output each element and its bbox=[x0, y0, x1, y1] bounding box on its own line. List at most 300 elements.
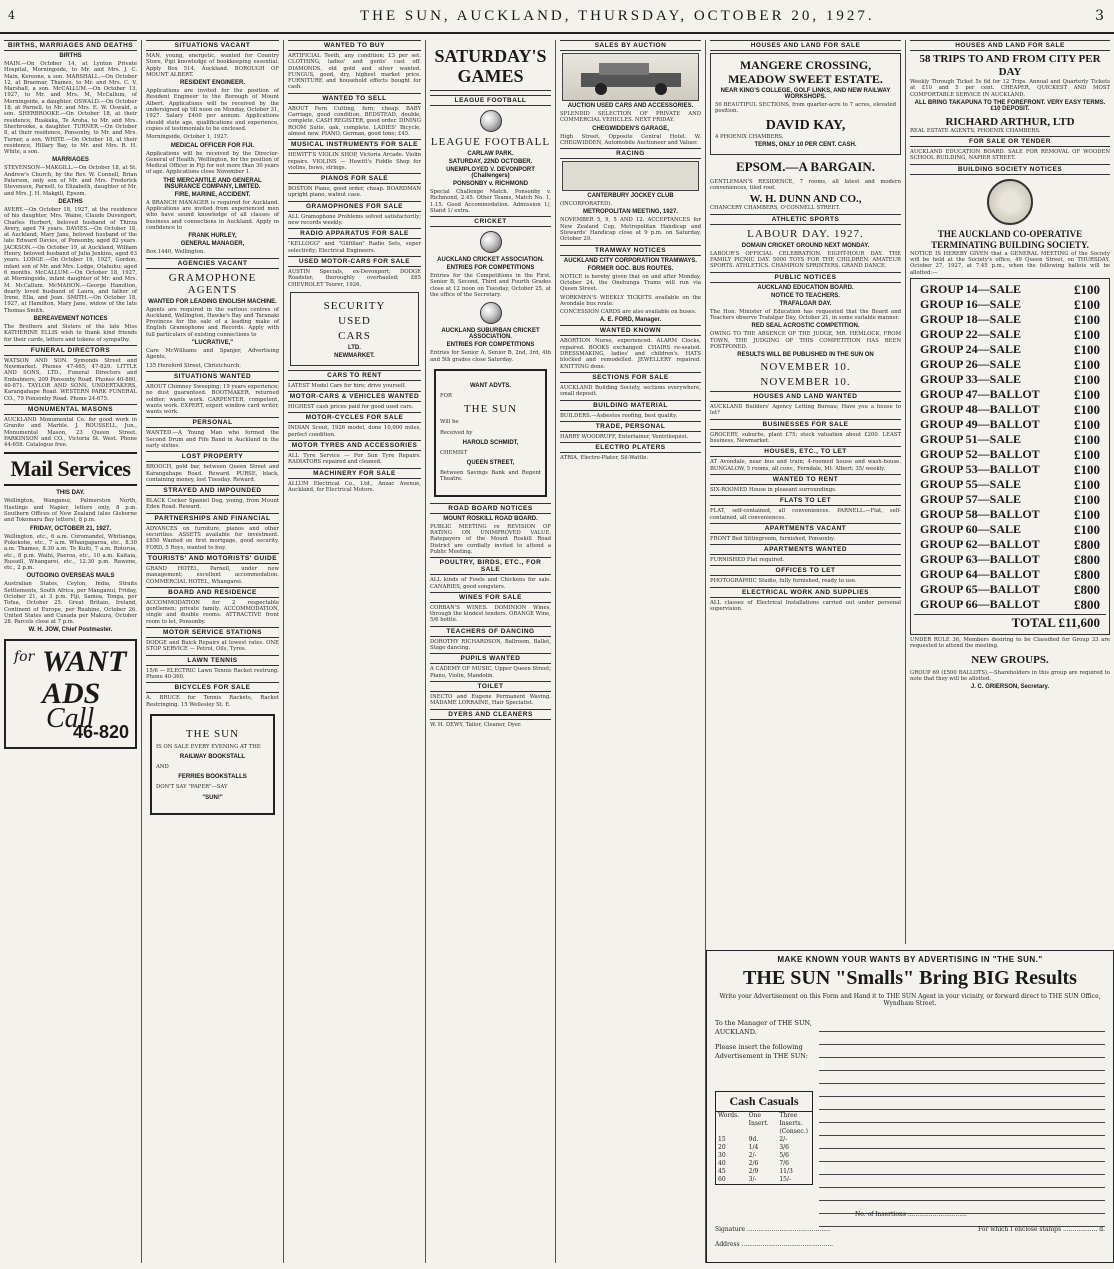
ballot-group: GROUP 64—BALLOT bbox=[920, 566, 1040, 581]
strayed-heading: STRAYED AND IMPOUNDED bbox=[146, 485, 279, 496]
mercantile-heading: THE MERCANTILE AND GENERAL INSURANCE COMPANY, LIMITED. bbox=[163, 177, 262, 190]
ballot-amount: £800 bbox=[1074, 536, 1100, 552]
building-heading: BUILDING MATERIAL bbox=[560, 400, 701, 411]
tourists-text: GRAND HOTEL, Parnell, under new management; excellent accommodation. COMMERCIAL HOTEL, Whangarei. bbox=[146, 565, 279, 585]
form-line[interactable] bbox=[819, 1032, 1105, 1045]
situations-wanted-heading: SITUATIONS WANTED bbox=[146, 371, 279, 382]
ballot-row bbox=[914, 297, 1106, 312]
ballot-row bbox=[914, 567, 1106, 582]
security-used-cars-ad bbox=[290, 292, 419, 366]
sections-text: AUCKLAND Building Society, sections everywhere, small deposit. bbox=[560, 384, 701, 398]
secretary-name: J. C. GRIERSON, Secretary. bbox=[970, 684, 1050, 691]
personal-heading: PERSONAL bbox=[146, 417, 279, 428]
ballot-row bbox=[914, 492, 1106, 507]
outgoing-text: Australian States, Ceylon, India, Straits Settlements, South Africa, per Manganui, Friday, October 21, at 3 p.m. Fiji, Samoa, Tonga, per Tofua, October 25. Great Britain, Ireland, Continent of Europe, per Ruahine, October 26. United States and Canada per Makura, October 28. Parcels close at 7 p.m. bbox=[4, 581, 137, 626]
sun-box-line2: IS ON SALE EVERY EVENING AT THE bbox=[156, 743, 261, 750]
medical-officer-heading: MEDICAL OFFICER FOR FIJI. bbox=[170, 142, 255, 149]
cash-casuals-title: Cash Casuals bbox=[716, 1092, 812, 1112]
cash-head-one: One Insert. bbox=[748, 1112, 769, 1127]
society-seal-icon bbox=[987, 179, 1033, 225]
ballot-amount: £100 bbox=[1074, 311, 1100, 327]
form-subtitle: Write your Advertisement on this Form and Hand it to THE SUN Agent in your vicinity, or forward direct to THE SUN Office, Wyndham Street. bbox=[719, 993, 1101, 1007]
form-line[interactable] bbox=[819, 1058, 1105, 1071]
form-line[interactable] bbox=[819, 1084, 1105, 1097]
cash-cell: 60 bbox=[718, 1176, 726, 1183]
cars-rent-text: LATEST Model Cars for hire; drive yourself. bbox=[288, 382, 407, 389]
personal-text: WANTED.—A Young Man who formed the Second Drum and Fife Band in Auckland in the early sixties. bbox=[146, 430, 279, 449]
houses-wanted-text: AUCKLAND Builders' Agency Letting Bureau; Have you a house to let? bbox=[710, 404, 901, 417]
ballot-amount: £100 bbox=[1074, 461, 1100, 477]
newmarket-word: NEWMARKET. bbox=[334, 352, 375, 359]
kay-address: 4 PHOENIX CHAMBERS. bbox=[715, 133, 784, 140]
wanted-to-sell-heading: WANTED TO SELL bbox=[288, 93, 421, 104]
notice-teachers: NOTICE TO TEACHERS. bbox=[771, 292, 840, 299]
form-enclose[interactable]: For which I enclose stamps .................. d. bbox=[978, 1226, 1105, 1233]
november-10-b: NOVEMBER 10. bbox=[760, 376, 851, 389]
ballot-row bbox=[914, 402, 1106, 417]
ballot-list bbox=[910, 278, 1110, 635]
situations-wanted-text: ABOUT Chimney Sweeping; 19 years experience; no dust guaranteed. BOOTMAKER, returned soldier, wants work. CARPENTER, competent, wants work. EXPERT, expert window card writer, wants work. bbox=[146, 383, 279, 416]
used-cars-text: AUSTIN Specials, ex-Devonport; DODGE Roadster, thoroughly overhauled; £65 CHEVROLET Tourer, 1926. bbox=[288, 268, 421, 288]
cash-cell: 3/- bbox=[748, 1176, 757, 1183]
wanted-known-text: ABORTION Nurse, experienced. ALARM Clocks, repaired. BOOKS exchanged. CHAIRS re-seated. DRESSMAKING, ladies' and children's. HATS blocked and remodelled. JEWELLERY repaired. KNITTING done. bbox=[560, 338, 701, 370]
tyres-text: ALL Tyre Service — For Sun Tyre Repairs. RADIATORS repaired and cleaned. bbox=[288, 453, 421, 466]
ballot-group: GROUP 26—SALE bbox=[920, 356, 1022, 371]
lucrative: "LUCRATIVE," bbox=[191, 340, 234, 347]
cash-cell: 2/- bbox=[779, 1136, 788, 1143]
want-advts-for: FOR bbox=[440, 392, 453, 399]
ballot-group: GROUP 58—BALLOT bbox=[920, 506, 1040, 521]
pianos-text: BOSTON Piano, good order, cheap. BOARDMAN upright piano, walnut case. bbox=[288, 186, 421, 199]
red-seal: RED SEAL ACROSTIC COMPETITION. bbox=[751, 323, 860, 330]
lost-property-text: BROOCH, gold bar, between Queen Street and Karangahape Road. Reward. PURSE, black, containing money, lost Tuesday. Reward. bbox=[146, 464, 279, 483]
form-line[interactable] bbox=[819, 1188, 1105, 1201]
mail-text: Wellington, Wanganui, Palmerston North, Hastings and Napier, letters only, 8 p.m. Southern Offices of New Zealand (also Gisborne and Tokomaru Bay letters), 8 p.m. bbox=[4, 498, 137, 524]
form-address[interactable]: Address ................................................ bbox=[715, 1241, 834, 1248]
domain-ground: DOMAIN CRICKET GROUND NEXT MONDAY. bbox=[741, 242, 870, 249]
sales-auction-heading: SALES BY AUCTION bbox=[560, 40, 701, 51]
workmen-tickets: WORKMEN'S WEEKLY TICKETS available on the Avondale bus route. bbox=[560, 294, 701, 307]
dunn-address: CHANCERY CHAMBERS, O'CONNELL STREET. bbox=[710, 205, 840, 212]
ballot-total: TOTAL £11,600 bbox=[914, 614, 1106, 631]
apartments-wanted-text: FURNISHED Flat required. bbox=[710, 557, 785, 564]
deaths-heading: DEATHS bbox=[58, 198, 83, 205]
electrical-text: ALL classes of Electrical Installations carried out under personal supervision. bbox=[710, 599, 901, 613]
form-signature-block bbox=[715, 1211, 1105, 1248]
offices-text: PHOTOGRAPHIC Studio, fully furnished, ready to use. bbox=[710, 578, 857, 585]
ballot-amount: £800 bbox=[1074, 596, 1100, 612]
cash-cell: 2/9 bbox=[748, 1168, 759, 1175]
monumental-text: AUCKLAND Monumental Co. for good work in Granite and Marble. J. ROUSSELL, Jun., Monumental Mason, 23 Queen Street. PARKINSON and CO., Victoria St. West. Phone 44-658. Catalogue free. bbox=[4, 416, 137, 449]
trade-text: HARRY WOODRUFF, Entertainer, Ventriloquist. bbox=[560, 433, 689, 440]
cars-rent-heading: CARS TO RENT bbox=[288, 370, 421, 381]
ballot-group: GROUP 52—BALLOT bbox=[920, 446, 1040, 461]
section-heading: BIRTHS, MARRIAGES AND DEATHS bbox=[4, 40, 137, 51]
ballot-amount: £100 bbox=[1074, 371, 1100, 387]
motor-service-text: DODGE and Buick Repairs at lowest rates. ONE STOP SERVICE — Petrol, Oils, Tyres. bbox=[146, 640, 279, 653]
want-ads-ads: ADS bbox=[42, 677, 101, 711]
tramway-text: NOTICE is hereby given that on and after Monday, October 24, the Onehunga Trams will run via Queen Street. bbox=[560, 273, 701, 293]
births-text: MAIN.—On October 14, at Lynton Private Hospital, Morningside, to Mr. and Mrs. J. C. Main, Kereone, a son. MARSHALL.—On October 12, at Braemar, Thames, to Mr. and Mrs. C. V. Marshall, a son. McCALLUM.—On October 13, 1927, to Mr. and Mrs. M. McCallum, of Morningside, a daughter. OSWALD.—On October 18, at Parnell, to Mr. and Mrs. E. W. Oswald, a son. SHERBROOKE.—On October 18, at their residence, Ruakaka, Te Aroha, to Mr. and Mrs. Sherbrooke, a daughter. TURNER.—On October 8, at their residence, Ponsonby, to Mr. and Mrs. Turner, a son. WHITE.—On October 18, at their residence, Hillary Bay, to Mr. and Mrs. R. H. White, a son. bbox=[4, 61, 137, 156]
november-10-a: NOVEMBER 10. bbox=[760, 361, 851, 374]
car-illustration bbox=[562, 53, 699, 101]
bereavement-text: The Brothers and Sisters of the late Miss KATHERINE ELLIS wish to thank kind friends for their cards, letters and tokens of sympathy. bbox=[4, 323, 137, 343]
postmaster-signature: W. H. JOW, Chief Postmaster. bbox=[28, 627, 113, 634]
ballot-row bbox=[914, 597, 1106, 612]
ballot-row bbox=[914, 327, 1106, 342]
tyres-heading: MOTOR TYRES AND ACCESSORIES bbox=[288, 440, 421, 451]
houses-land-heading: HOUSES AND LAND FOR SALE bbox=[710, 40, 901, 51]
richard-address: REAL ESTATE AGENTS, PHOENIX CHAMBERS. bbox=[910, 127, 1041, 134]
apartments-wanted-heading: APARTMENTS WANTED bbox=[710, 544, 901, 555]
harold-schmidt: HAROLD SCHMIDT, bbox=[462, 439, 519, 446]
dunn-and-co: W. H. DUNN AND CO., bbox=[749, 193, 862, 206]
houses-land-heading-2: HOUSES AND LAND FOR SALE bbox=[910, 40, 1110, 51]
column-2 bbox=[142, 40, 284, 1263]
mangere-title: MANGERE CROSSING, MEADOW SWEET ESTATE. bbox=[728, 58, 883, 86]
cooperative-heading: THE AUCKLAND CO-OPERATIVE TERMINATING BUILDING SOCIETY. bbox=[931, 228, 1089, 250]
column-4 bbox=[426, 40, 556, 1263]
pianos-heading: PIANOS FOR SALE bbox=[288, 173, 421, 184]
ballot-amount: £100 bbox=[1074, 296, 1100, 312]
ballot-amount: £100 bbox=[1074, 506, 1100, 522]
used-cars-heading: USED MOTOR-CARS FOR SALE bbox=[288, 256, 421, 267]
ponsonby-richmond: PONSONBY v. RICHMOND bbox=[452, 181, 529, 187]
building-society-heading: BUILDING SOCIETY NOTICES bbox=[910, 164, 1110, 175]
form-line[interactable] bbox=[819, 1162, 1105, 1175]
houses-wanted-heading: HOUSES AND LAND WANTED bbox=[710, 391, 901, 402]
new-groups-text: GROUP 69 (£500 BALLOTS).—Shareholders in this group are required to note that they will be allotted. bbox=[910, 669, 1110, 682]
ballot-group: GROUP 14—SALE bbox=[920, 281, 1022, 296]
dyers-text: W. H. DEWY, Tailor, Cleaner, Dyer. bbox=[430, 721, 522, 728]
gramophones-text: ALL Gramophone Problems solved satisfactorily; new records weekly. bbox=[288, 213, 421, 227]
want-advts-title: WANT ADVTS. bbox=[469, 382, 512, 389]
marriages-text: STEVENSON—MAKGILL.—On October 18, at St. Andrew's Church, by the Rev. W. Connell, Brian Paterson, only son of Mr. and Mrs. Frederick Stevenson, Parnell, to Elizabeth, daughter of Mr. and Mrs. J. H. Makgill, Epsom. bbox=[4, 165, 137, 197]
cricket-heading: CRICKET bbox=[430, 216, 551, 227]
form-line[interactable] bbox=[819, 1110, 1105, 1123]
wanted-rent-heading: WANTED TO RENT bbox=[710, 474, 901, 485]
ballot-amount: £100 bbox=[1074, 416, 1100, 432]
kay-terms: TERMS, ONLY 10 PER CENT. CASH. bbox=[754, 141, 857, 148]
ballot-amount: £100 bbox=[1074, 281, 1100, 297]
roskill-heading: MOUNT ROSKILL ROAD BOARD. bbox=[443, 515, 538, 522]
form-to-manager: To the Manager of THE SUN, bbox=[715, 1019, 812, 1027]
funeral-heading: FUNERAL DIRECTORS bbox=[4, 345, 137, 356]
chegwidden-text: High Street, Opposite Central Hotel. W. CHEGWIDDEN, Automobile Auctioneer and Valuer. bbox=[560, 133, 701, 146]
form-line[interactable] bbox=[819, 1136, 1105, 1149]
ballot-group: GROUP 22—SALE bbox=[920, 326, 1022, 341]
david-kay: DAVID KAY, bbox=[765, 117, 846, 133]
gramophones-heading: GRAMOPHONES FOR SALE bbox=[288, 201, 421, 212]
new-groups-heading: NEW GROUPS. bbox=[971, 653, 1049, 666]
cash-cell: 9d. bbox=[748, 1136, 759, 1143]
bereavement-heading: BEREAVEMENT NOTICES bbox=[33, 315, 108, 322]
want-advts-box bbox=[434, 369, 547, 497]
want-advts-will: Will be bbox=[440, 419, 459, 426]
board-heading: BOARD AND RESIDENCE bbox=[146, 587, 279, 598]
bring-takapuna: ALL BRING TAKAPUNA TO THE FOREFRONT. VERY EASY TERMS. £10 DEPOSIT. bbox=[914, 99, 1106, 112]
chegwidden-garage: CHEGWIDDEN'S GARAGE, bbox=[592, 125, 669, 132]
tramway-corp: AUCKLAND CITY CORPORATION TRAMWAYS. bbox=[563, 257, 698, 264]
cash-row bbox=[716, 1176, 812, 1184]
frank-hurley: FRANK HURLEY, bbox=[188, 233, 237, 240]
morningside-date: Morningside, October 1, 1927. bbox=[146, 134, 229, 141]
apartments-text: FRONT Bed Sittingroom, furnished, Ponsonby. bbox=[710, 535, 835, 542]
cash-cell: 30 bbox=[718, 1152, 726, 1159]
situations-vacant-heading: SITUATIONS VACANT bbox=[146, 40, 279, 51]
flats-text: FLAT, self-contained, all conveniences. PARNELL.—Flat, self-contained, all conveniences. bbox=[710, 508, 901, 521]
motorcycles-text: INDIAN Scout, 1926 model, done 10,000 miles, perfect condition. bbox=[288, 425, 421, 438]
want-ads-want: WANT bbox=[42, 645, 127, 679]
mercantile-box: Box 1440, Wellington. bbox=[146, 249, 206, 256]
dyers-heading: DYERS AND CLEANERS bbox=[430, 709, 551, 720]
ballot-group: GROUP 55—SALE bbox=[920, 476, 1022, 491]
ballot-amount: £100 bbox=[1074, 521, 1100, 537]
motor-service-heading: MOTOR SERVICE STATIONS bbox=[146, 627, 279, 638]
sections-heading: SECTIONS FOR SALE bbox=[560, 372, 701, 383]
auction-heading: AUCTION USED CARS AND ACCESSORIES. bbox=[567, 103, 694, 109]
ballot-row bbox=[914, 462, 1106, 477]
want-advts-chemist: CHEMIST bbox=[440, 449, 468, 456]
cash-head-words: Words. bbox=[718, 1112, 740, 1119]
machinery-heading: MACHINERY FOR SALE bbox=[288, 468, 421, 479]
ballot-amount: £800 bbox=[1074, 566, 1100, 582]
racing-heading: RACING bbox=[560, 148, 701, 159]
trips-heading: 58 TRIPS TO AND FROM CITY PER DAY bbox=[919, 53, 1101, 78]
concession-cards: CONCESSION CARDS are also available on buses. bbox=[560, 309, 697, 316]
cricket-ball-icon-2 bbox=[480, 302, 502, 324]
ballot-group: GROUP 62—BALLOT bbox=[920, 536, 1040, 551]
board-text: ACCOMMODATION for 2 respectable gentlemen; private family. ACCOMMODATION, single and double rooms. ATTRACTIVE front room to let, Ponsonby. bbox=[146, 599, 279, 625]
column-3 bbox=[284, 40, 426, 1263]
ltd-word: LTD. bbox=[348, 344, 361, 351]
athletic-heading: ATHLETIC SPORTS bbox=[710, 214, 901, 225]
league-football-heading: LEAGUE FOOTBALL bbox=[430, 95, 551, 106]
for-sale-tender-text: AUCKLAND EDUCATION BOARD. SALE FOR REMOVAL OF WOODEN SCHOOL BUILDING, NAPIER STREET. bbox=[910, 149, 1110, 162]
ballot-row bbox=[914, 537, 1106, 552]
ballot-group: GROUP 33—SALE bbox=[920, 371, 1022, 386]
want-advts-between: Between Savings Bank and Regent Theatre. bbox=[440, 470, 541, 483]
wanted-known-heading: WANTED KNOWN bbox=[560, 325, 701, 336]
sun-box-sun: "SUN!" bbox=[202, 794, 223, 801]
cash-header-row bbox=[716, 1112, 812, 1136]
ballot-group: GROUP 60—SALE bbox=[920, 521, 1022, 536]
ballot-row bbox=[914, 282, 1106, 297]
saturdays-games-title: SATURDAY'S GAMES bbox=[430, 46, 551, 91]
ballot-group: GROUP 24—SALE bbox=[920, 341, 1022, 356]
mangere-ad bbox=[710, 53, 901, 155]
mercantile-text: A BRANCH MANAGER is required for Auckland. Applications are invited from experienced men who have sound knowledge of all classes of business and connections in Auckland. Apply in confidence to bbox=[146, 199, 279, 231]
strayed-text: BLACK Cocker Spaniel Dog, young, from Mount Eden Road. Reward. bbox=[146, 498, 279, 511]
monumental-heading: MONUMENTAL MASONS bbox=[4, 404, 137, 415]
cash-cell: 11/3 bbox=[779, 1168, 793, 1175]
businesses-text: GROCERY, suburbs, plant £75; stock valuation about £200. LEAST business, Newmarket. bbox=[710, 431, 901, 445]
form-header: MAKE KNOWN YOUR WANTS BY ADVERTISING IN "THE SUN." bbox=[777, 955, 1043, 964]
ballot-row bbox=[914, 432, 1106, 447]
horse-racing-illustration bbox=[562, 161, 699, 191]
partnerships-text: ADVANCES on furniture, pianos and other securities. ASSETS available for investment. £850 Wanted on first mortgage, good security. FORD, 5 Roys, wanted to buy. bbox=[146, 525, 279, 551]
lost-property-heading: LOST PROPERTY bbox=[146, 451, 279, 462]
situations-vacant-text: MAN, young, energetic, wanted for Country Store, Pipi knowledge of bookkeeping essential. Apply Box 514, Auckland. BOROUGH OF MOUNT ALBERT. bbox=[146, 53, 279, 78]
sun-box-title: THE SUN bbox=[185, 727, 240, 740]
carlaw-park: CARLAW PARK. bbox=[467, 151, 514, 157]
houses-let-text: AT Avondale, near bus and train; 4-roomed house and wash-house. BUNGALOW, 5 rooms, all conv., Ferndale, Mt. Albert; 35/ weekly. bbox=[710, 459, 901, 472]
league-football-big: LEAGUE FOOTBALL bbox=[430, 136, 551, 148]
poultry-text: ALL kinds of Fowls and Chickens for sale. CANARIES, good songsters. bbox=[430, 577, 551, 590]
red-seal-text: OWING TO THE ABSENCE OF THE JUDGE, MR. HEMLOCK, FROM TOWN, THE JUDGING OF THIS COMPETITION HAS BEEN POSTPONED. bbox=[710, 331, 901, 350]
sun-box-ferries: FERRIES BOOKSTALLS bbox=[178, 774, 247, 781]
bicycles-heading: BICYCLES FOR SALE bbox=[146, 682, 279, 693]
newspaper-title: THE SUN, AUCKLAND, THURSDAY, OCTOBER 20, 1927. bbox=[360, 8, 875, 24]
resident-engineer-text: Applications are invited for the position of Resident Engineer to the Borough of Mount Albert. Applications will be received by the undersigned up till noon on Monday, October 31, 1927. Salary £400 per annum. Applications should state age, qualifications and experience, copies of testimonials to be enclosed. bbox=[146, 88, 279, 132]
ballot-row bbox=[914, 552, 1106, 567]
labour-text: LABOUR'S OFFICIAL CELEBRATION. EIGHT-HOUR DAY. THE FAMILY PICNIC DAY. 5000 TOYS FOR THE CHILDREN. AMATEUR SPORTS. ATHLETICS. CHAMPION SPRINTERS. GRAND DANCE. bbox=[710, 250, 901, 270]
auction-text: SPLENDID SELECTION OF PRIVATE AND COMMERCIAL VEHICLES. NEXT FRIDAY. bbox=[560, 111, 701, 124]
suburban-cricket: AUCKLAND SUBURBAN CRICKET ASSOCIATION. bbox=[441, 328, 540, 341]
form-line[interactable] bbox=[819, 1045, 1105, 1058]
league-text: Special Challenge Match. Ponsonby v. Richmond, 2.45. Other Teams, Match No. 1, 1.15. Good Accommodation. Admission 1/, Stand 1/ extra. bbox=[430, 189, 551, 214]
mangere-text: 50 BEAUTIFUL SECTIONS, from quarter-acre to 7 acres, elevated position. bbox=[715, 102, 896, 115]
tramway-signed: A. E. FORD, Manager. bbox=[599, 317, 662, 324]
ballot-row bbox=[914, 417, 1106, 432]
want-advts-received: Received by bbox=[440, 429, 473, 436]
cash-cell: 3/6 bbox=[779, 1144, 789, 1151]
ballot-row bbox=[914, 582, 1106, 597]
column-7 bbox=[906, 40, 1114, 944]
medical-officer-text: Applications will be received by the Director-General of Health, Wellington, for the position of Medical Officer in Fiji for not more than 30 years of age. Applications close November 1. bbox=[146, 150, 279, 176]
offices-heading: OFFICES TO LET bbox=[710, 565, 901, 576]
form-line[interactable] bbox=[819, 1175, 1105, 1188]
pupils-text: A CADEMY OF MUSIC, Upper Queen Street; Piano, Violin, Mandolin. bbox=[430, 666, 551, 679]
wines-heading: WINES FOR SALE bbox=[430, 592, 551, 603]
want-ads-phone: 46-820 bbox=[72, 722, 129, 743]
gramophone-sub: WANTED FOR LEADING ENGLISH MACHINE. bbox=[148, 298, 277, 305]
ballot-group: GROUP 57—SALE bbox=[920, 491, 1022, 506]
machinery-text: ALLUM Electrical Co., Ltd., Anzac Avenue, Auckland, for Electrical Motors. bbox=[288, 480, 421, 493]
sun-box-dont-say: DON'T SAY "PAPER"—SAY bbox=[156, 784, 228, 791]
suburban-entries: ENTRIES FOR COMPETITIONS bbox=[446, 342, 535, 349]
poultry-heading: POULTRY, BIRDS, ETC., FOR SALE bbox=[430, 557, 551, 575]
mangere-sub: NEAR KING'S COLLEGE, GOLF LINKS, AND NEW RAILWAY WORKSHOPS. bbox=[720, 88, 891, 100]
form-insertions[interactable]: No. of Insertions ............................... bbox=[855, 1211, 967, 1218]
cash-row bbox=[716, 1136, 812, 1144]
ballot-amount: £100 bbox=[1074, 386, 1100, 402]
ballot-row bbox=[914, 477, 1106, 492]
mail-friday-text: Wellington, etc., 6 a.m. Coromandel, Whitianga, Pukekohe, etc., 7 a.m. Whangaparoa, etc., 8.30 a.m. Thames, 8.30 a.m. Te Kuiti, 7 a.m. Rotorua, etc., 8 p.m. Waihi, Paeroa, etc., 10 a.m. Kaitaia, Russell, Whangarei, etc., 12.30 p.m. Rawene, etc., 2 p.m. bbox=[4, 533, 137, 572]
agencies-vacant-heading: AGENCIES VACANT bbox=[146, 258, 279, 269]
cash-row bbox=[716, 1168, 812, 1176]
form-line[interactable] bbox=[819, 1097, 1105, 1110]
motor-wanted-heading: MOTOR-CARS & VEHICLES WANTED bbox=[289, 393, 420, 401]
electro-heading: ELECTRO PLATERS bbox=[560, 442, 701, 453]
outgoing-heading: OUTGOING OVERSEAS MAILS bbox=[26, 573, 115, 580]
ballot-amount: £100 bbox=[1074, 491, 1100, 507]
cash-cell: 15 bbox=[718, 1136, 726, 1143]
cash-head-three: Three Inserts. (Consec.) bbox=[779, 1112, 808, 1135]
pupils-heading: PUPILS WANTED bbox=[430, 653, 551, 664]
musical-text: HEWITT'S VIOLIN SHOP, Victoria Arcade. Violin repairs. VIOLINS — Hewitt's Fiddle Shop for violins, bows, strings. bbox=[288, 152, 421, 171]
electro-text: ATRIA, Electro-Plater, Sil-Wattle. bbox=[560, 455, 649, 462]
houses-let-heading: HOUSES, ETC., TO LET bbox=[710, 446, 901, 457]
ballot-group: GROUP 18—SALE bbox=[920, 311, 1022, 326]
form-line[interactable] bbox=[819, 1071, 1105, 1084]
mail-friday: FRIDAY, OCTOBER 21, 1927. bbox=[29, 525, 112, 532]
masthead bbox=[0, 0, 1114, 34]
cash-cell: 20 bbox=[718, 1144, 726, 1151]
used-word: USED bbox=[338, 314, 371, 327]
column-1 bbox=[0, 40, 142, 1263]
form-signature[interactable]: Signature ............................................ bbox=[715, 1226, 831, 1233]
want-ads-for: for bbox=[14, 649, 35, 666]
gramophone-agents-heading: GRAMOPHONE AGENTS bbox=[168, 271, 257, 296]
cash-row bbox=[716, 1160, 812, 1168]
form-please: Please insert the following Advertisement in THE SUN: bbox=[715, 1043, 808, 1060]
cooperative-text: NOTICE IS HEREBY GIVEN that a GENERAL MEETING of the Society will be held at the Society's office, 49 Queen Street, on THURSDAY, October 27, 1927, at 7.45 p.m., when the following ballots will be allotted:— bbox=[910, 250, 1110, 276]
flats-heading: FLATS TO LET bbox=[710, 495, 901, 506]
ballot-amount: £100 bbox=[1074, 326, 1100, 342]
funeral-text: WATSON AND SON. Symonds Street and Newmarket. Phones 47-465, 47-829. LITTLE AND SONS, LTD., Funeral Directors and Embalmers, 209 Ponsonby Road. Phones 40-860, 40-871. TAYLOR AND SONS, UNDERTAKERS, Karangahape Road. WESTERN PARK FUNERAL CO., 79 Ponsonby Road. Phone 24-675. bbox=[4, 357, 137, 402]
column-6 bbox=[706, 40, 906, 944]
mail-services-title: Mail Services bbox=[4, 452, 137, 486]
cash-cell: 40 bbox=[718, 1160, 726, 1167]
form-auckland: AUCKLAND. bbox=[715, 1028, 757, 1036]
incorporated: (INCORPORATED). bbox=[560, 201, 613, 208]
toilet-heading: TOILET bbox=[430, 681, 551, 692]
cash-casuals-table bbox=[715, 1091, 813, 1185]
radio-heading: RADIO APPARATUS FOR SALE bbox=[288, 228, 421, 239]
want-ads-call: Call bbox=[46, 703, 95, 735]
form-ruled-lines[interactable] bbox=[819, 1019, 1105, 1227]
form-line[interactable] bbox=[819, 1149, 1105, 1162]
mercantile-fire: FIRE, MARINE, ACCIDENT. bbox=[174, 191, 251, 198]
ballot-row bbox=[914, 342, 1106, 357]
general-manager: GENERAL MANAGER, bbox=[180, 241, 245, 248]
want-ads-call-box bbox=[4, 639, 137, 749]
ballot-amount: £100 bbox=[1074, 341, 1100, 357]
cash-cell: 15/- bbox=[779, 1176, 792, 1183]
cricket-ball-icon bbox=[480, 231, 502, 253]
electrical-heading: ELECTRICAL WORK AND SUPPLIES bbox=[710, 587, 901, 598]
ballot-row bbox=[914, 387, 1106, 402]
lawn-tennis-heading: LAWN TENNIS bbox=[146, 655, 279, 666]
mail-this-day: THIS DAY. bbox=[56, 490, 85, 497]
form-line[interactable] bbox=[819, 1123, 1105, 1136]
wanted-to-buy-text: ARTIFICIAL Teeth, any condition; £3 per set. CLOTHING, ladies' and gents' cast off. DIAMONDS, old gold and silver wanted. FUNGUS, good, dry, highest market price. FURNITURE and household effects bought for cash. bbox=[288, 53, 421, 91]
toilet-text: INECTO and Eugene Permanent Waving. MADAME LORRAINE, Hair Specialist. bbox=[430, 693, 551, 707]
labour-day: LABOUR DAY. 1927. bbox=[747, 227, 864, 240]
masthead-left-mark: 4 bbox=[8, 9, 15, 22]
form-line[interactable] bbox=[819, 1019, 1105, 1032]
page-number: 3 bbox=[1095, 8, 1104, 24]
apartments-heading: APARTMENTS VACANT bbox=[710, 523, 901, 534]
want-advts-sun: THE SUN bbox=[463, 403, 518, 416]
queen-street: QUEEN STREET, bbox=[466, 460, 515, 467]
canterbury-text: NOVEMBER 5, 9, 5 AND 12. ACCEPTANCES for New Zealand Cup, Metropolitan Handicap and Stewards' Handicap close at 9 p.m. on Saturday, October 29. bbox=[560, 217, 701, 243]
bicycles-text: A. BRUCE for Tennis Rackets, Racket Restringing. 15 Wellesley St. E. bbox=[146, 695, 279, 708]
security-word: SECURITY bbox=[323, 299, 386, 312]
cricket-entries: ENTRIES FOR COMPETITIONS bbox=[446, 265, 535, 272]
musical-heading: MUSICAL INSTRUMENTS FOR SALE bbox=[288, 139, 421, 150]
cash-rows bbox=[716, 1136, 812, 1184]
sun-bookstall-box bbox=[150, 714, 275, 815]
form-title: THE SUN "Smalls" Bring BIG Results bbox=[743, 967, 1077, 989]
ballot-row bbox=[914, 507, 1106, 522]
cash-cell: 1/4 bbox=[748, 1144, 759, 1151]
births-heading: BIRTHS bbox=[59, 53, 82, 59]
ballot-row bbox=[914, 447, 1106, 462]
road-board-heading: ROAD BOARD NOTICES bbox=[430, 503, 551, 514]
care-of: Care McWilliams and Spanjer, Advertising Agents, bbox=[146, 348, 279, 361]
